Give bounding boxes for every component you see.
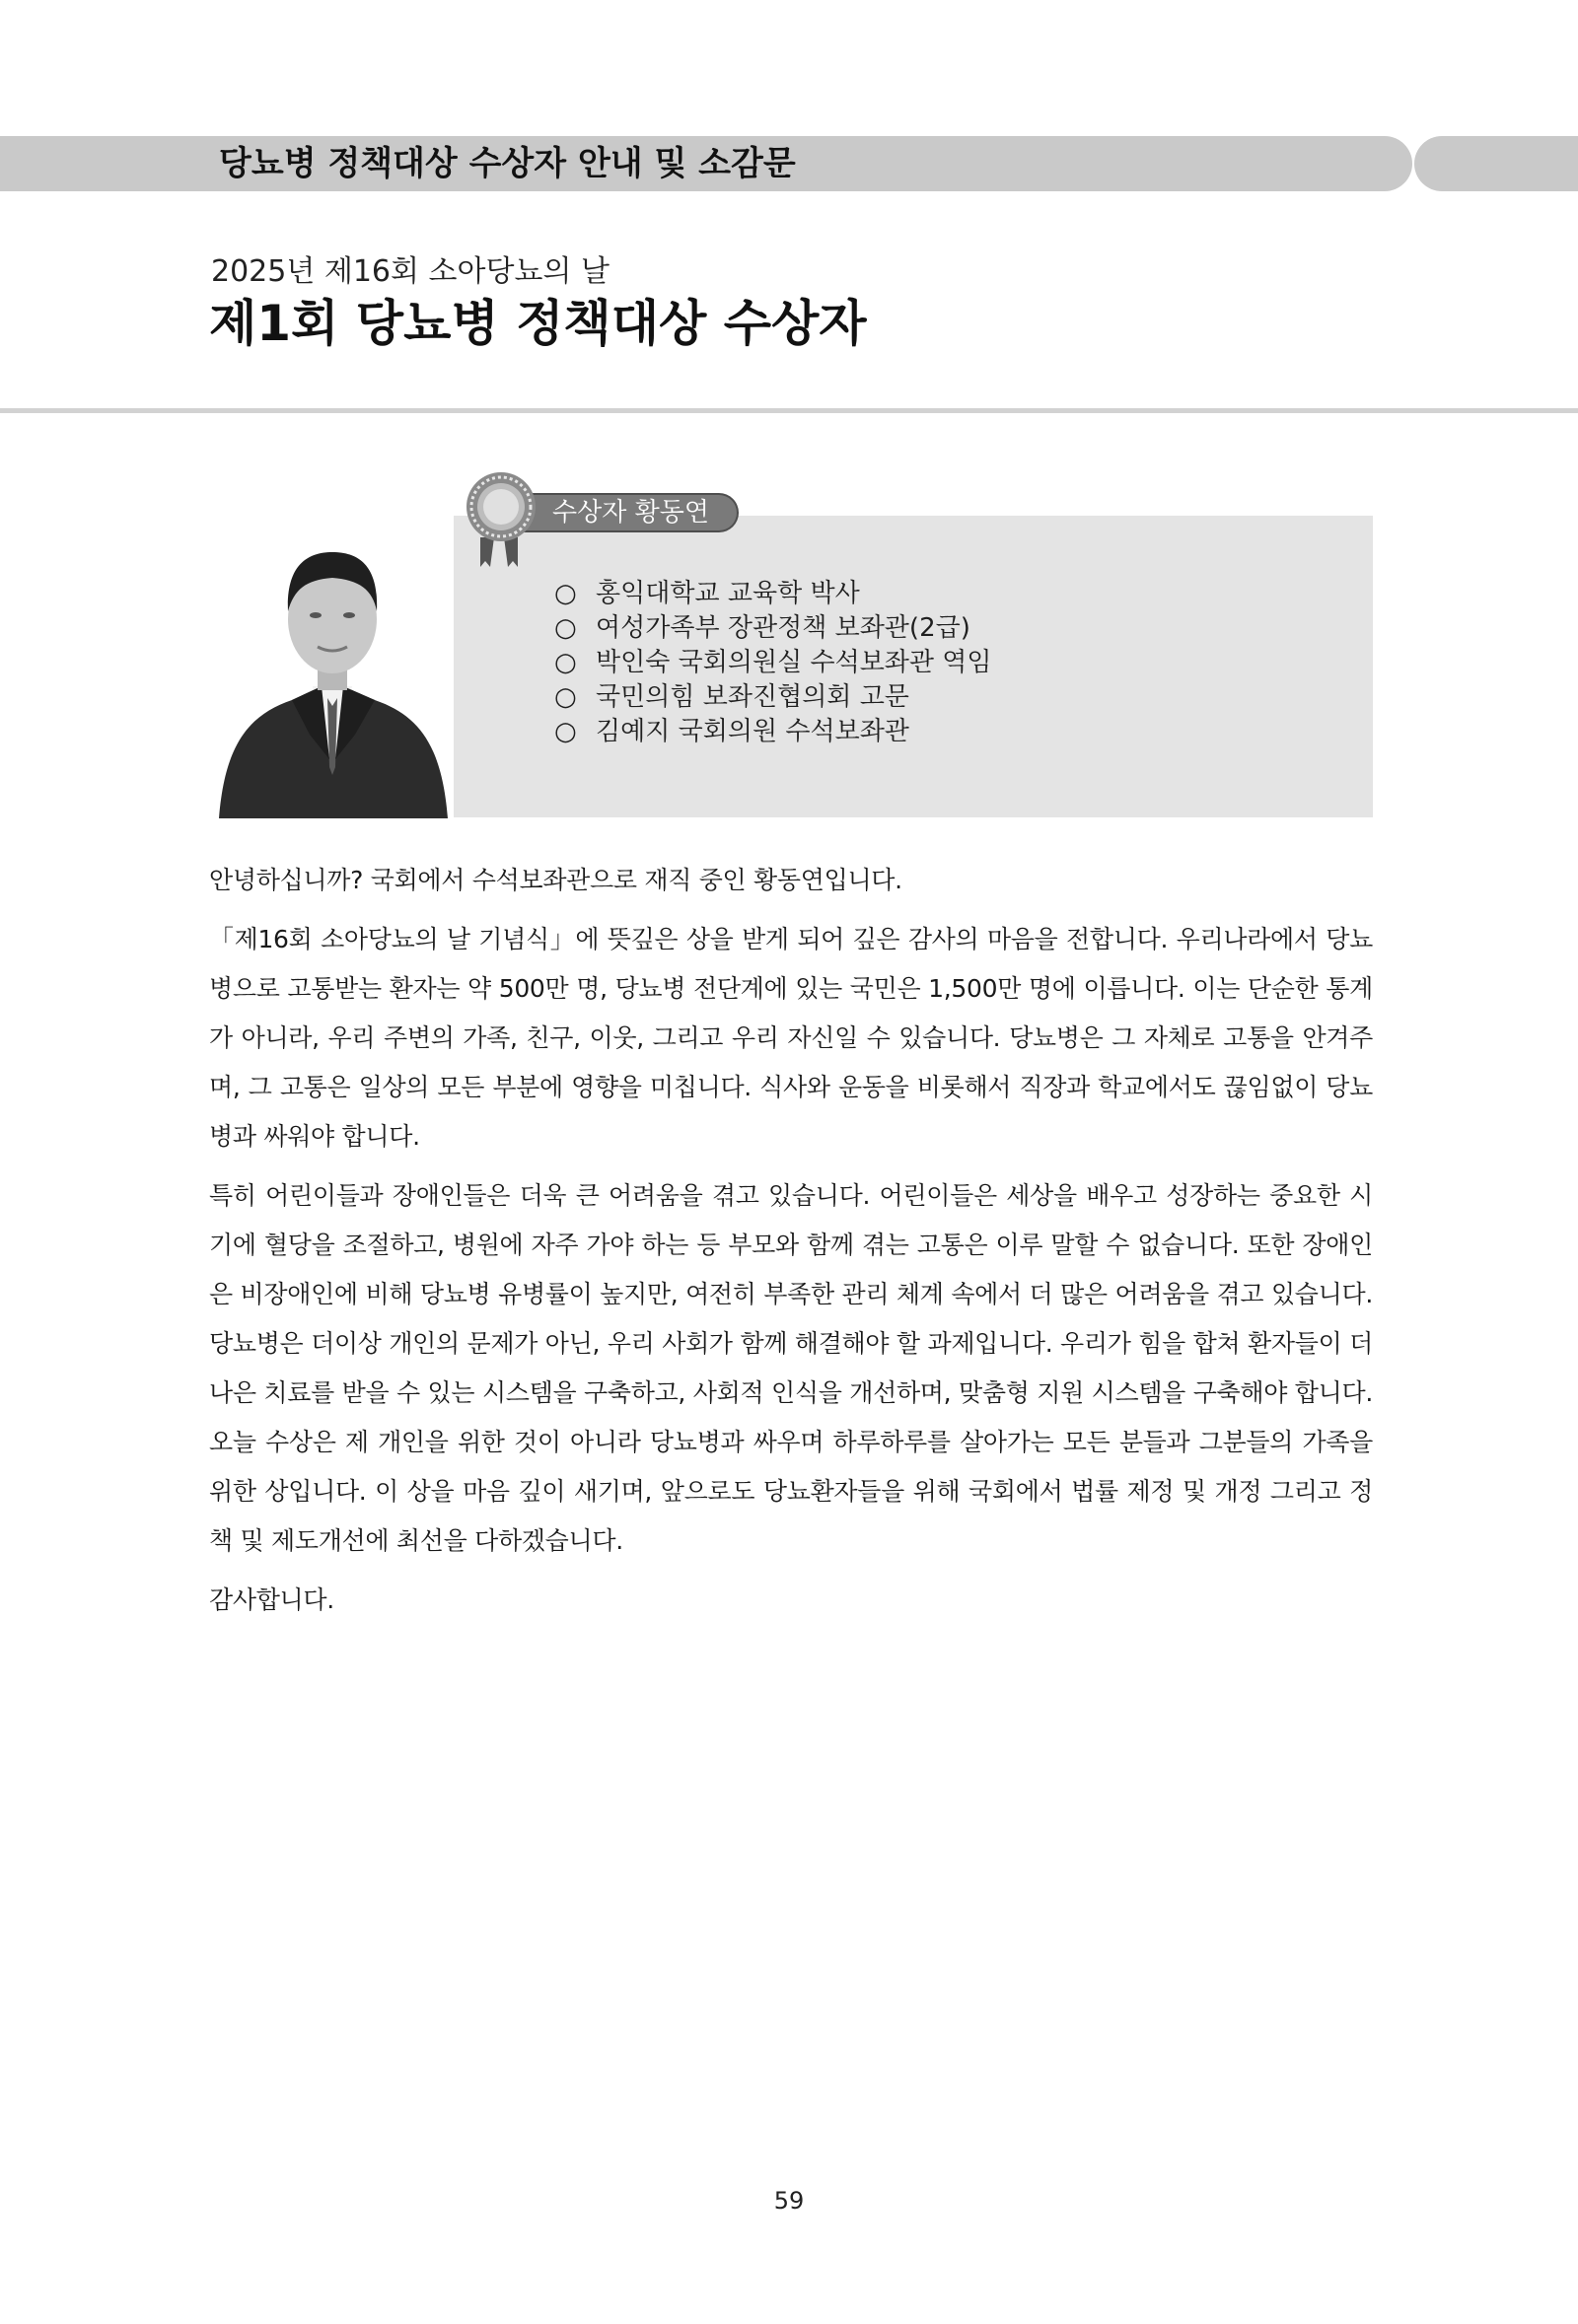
- career-item: ○ 김예지 국회의원 수석보좌관: [554, 715, 992, 749]
- career-item: ○ 여성가족부 장관정책 보좌관(2급): [554, 611, 992, 646]
- event-subtitle: 2025년 제16회 소아당뇨의 날: [211, 254, 610, 289]
- circle-bullet-icon: ○: [554, 682, 577, 712]
- page-number: 59: [773, 2187, 805, 2215]
- circle-bullet-icon: ○: [554, 613, 577, 643]
- speech-paragraph: 특히 어린이들과 장애인들은 더욱 큰 어려움을 겪고 있습니다. 어린이들은 세상을 배우고 성장하는 중요한 시기에 혈당을 조절하고, 병원에 자주 가야 하는 등 부모와 함께 겪는 고통은 이루 말할 수 없습니다. 또한 장애인은 비장애인에 비해 당뇨병 유병률이 높지만, 여전히 부족한 관리 체계 속에서 더 많은 어려움을 겪고 있습니다. 당뇨병은 더이상 개인의 문제가 아닌, 우리 사회가 함께 해결해야 할 과제입니다. 우리가 힘을 합쳐 환자들이 더 나은 치료를 받을 수 있는 시스템을 구축하고, 사회적 인식을 개선하며, 맞춤형 지원 시스템을 구축해야 합니다. 오늘 수상은 제 개인을 위한 것이 아니라 당뇨병과 싸우며 하루하루를 살아가는 모든 분들과 그분들의 가족을 위한 상입니다. 이 상을 마음 깊이 새기며, 앞으로도 당뇨환자들을 위해 국회에서 법률 제정 및 개정 그리고 정책 및 제도개선에 최선을 다하겠습니다.: [209, 1181, 1373, 1555]
- speech-paragraph: 「제16회 소아당뇨의 날 기념식」에 뜻깊은 상을 받게 되어 깊은 감사의 마음을 전합니다. 우리나라에서 당뇨병으로 고통받는 환자는 약 500만 명, 당뇨병 전단계에 있는 국민은 1,500만 명에 이릅니다. 이는 단순한 통계가 아니라, 우리 주변의 가족, 친구, 이웃, 그리고 우리 자신일 수 있습니다. 당뇨병은 그 자체로 고통을 안겨주며, 그 고통은 일상의 모든 부분에 영향을 미칩니다. 식사와 운동을 비롯해서 직장과 학교에서도 끊임없이 당뇨병과 싸워야 합니다.: [209, 925, 1373, 1151]
- speech-greeting: 안녕하십니까? 국회에서 수석보좌관으로 재직 중인 황동연입니다.: [209, 866, 902, 894]
- person-photo: [211, 513, 454, 818]
- career-item: ○ 박인숙 국회의원실 수석보좌관 역임: [554, 646, 992, 680]
- career-list: [554, 577, 992, 749]
- circle-bullet-icon: ○: [554, 648, 577, 677]
- awardee-name: 수상자 황동연: [552, 498, 709, 528]
- title-divider: [0, 408, 1578, 413]
- circle-bullet-icon: ○: [554, 717, 577, 746]
- speech-closing: 감사합니다.: [209, 1585, 334, 1614]
- career-item: ○ 국민의힘 보좌진협의회 고문: [554, 680, 992, 715]
- page-title: 제1회 당뇨병 정책대상 수상자: [209, 295, 867, 352]
- career-item: ○ 홍익대학교 교육학 박사: [554, 577, 992, 611]
- medal-icon: [466, 471, 537, 542]
- circle-bullet-icon: ○: [554, 579, 577, 608]
- section-tab: [1414, 136, 1578, 191]
- section-title: 당뇨병 정책대상 수상자 안내 및 소감문: [219, 144, 796, 183]
- acceptance-speech: [209, 856, 1373, 1625]
